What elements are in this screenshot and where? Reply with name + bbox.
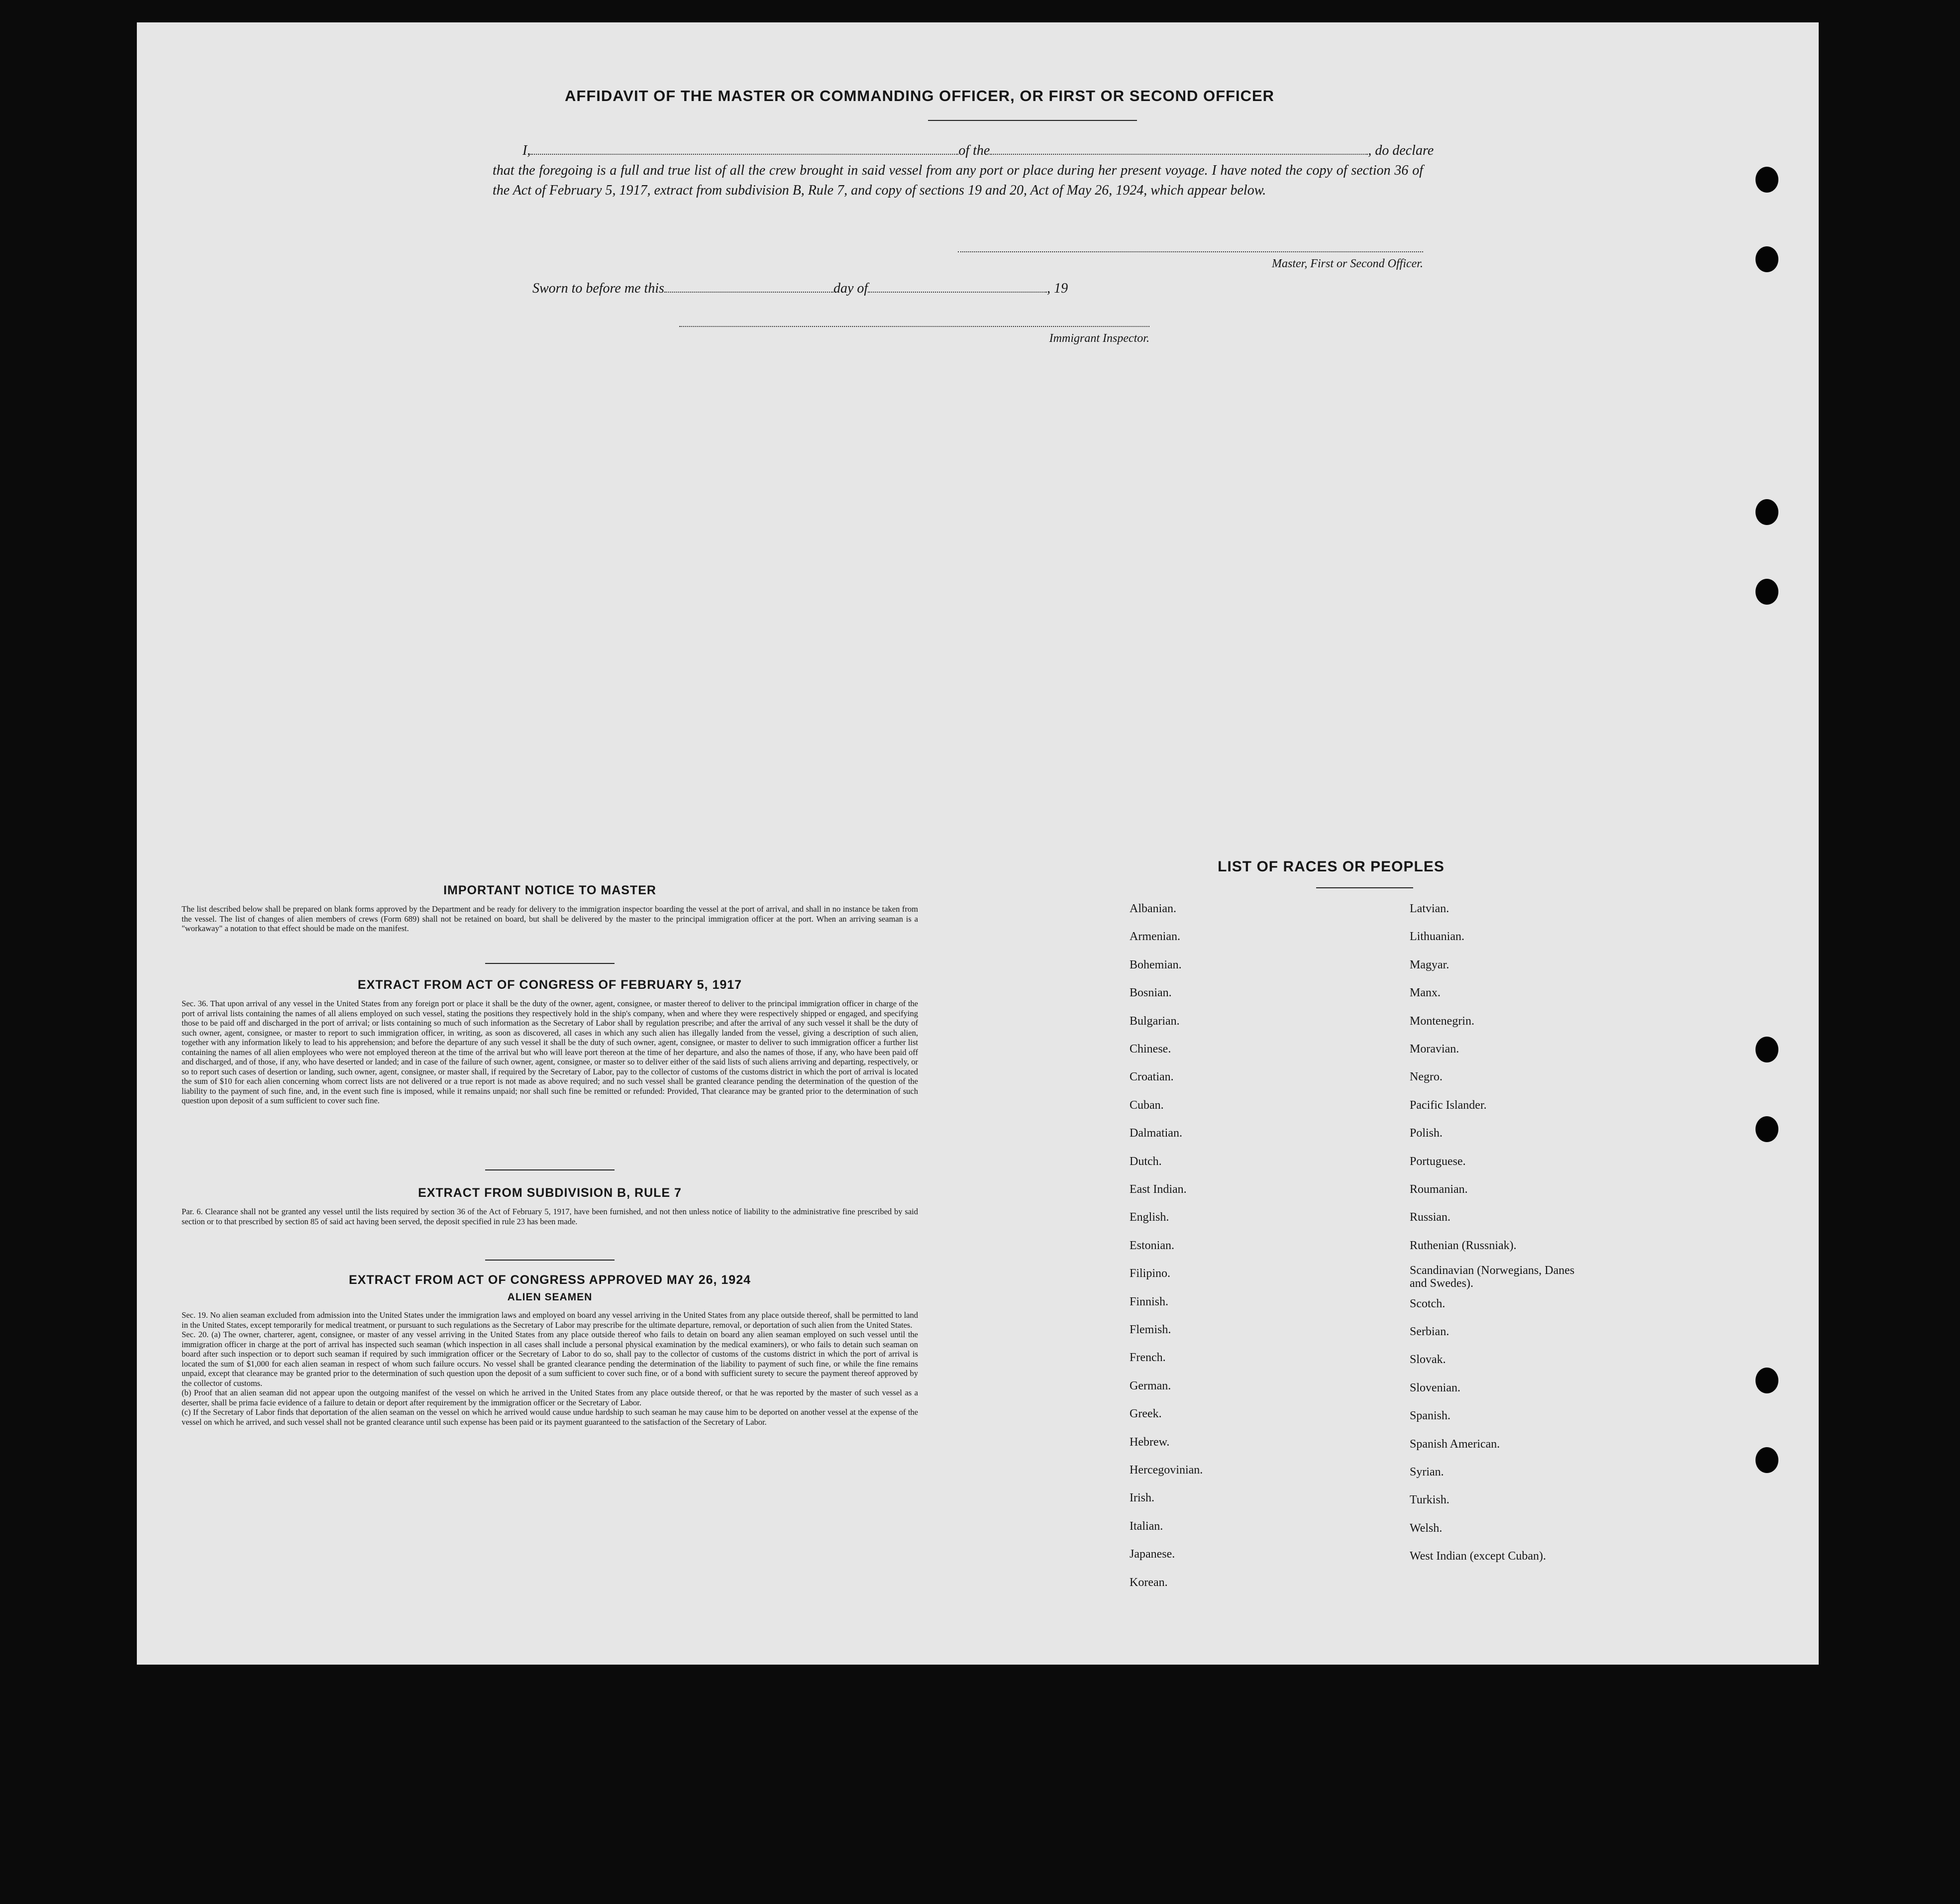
rule7-block (182, 1207, 918, 1226)
race-item: West Indian (except Cuban). (1410, 1550, 1546, 1563)
race-item: Korean. (1130, 1576, 1168, 1589)
extract-1924-title: EXTRACT FROM ACT OF CONGRESS APPROVED MAY 26, 1924 (348, 1273, 751, 1287)
divider-1 (485, 963, 615, 964)
race-item: Hercegovinian. (1130, 1464, 1203, 1477)
race-item: Turkish. (1410, 1493, 1449, 1507)
race-item: Filipino. (1130, 1267, 1171, 1280)
race-item: Manx. (1410, 986, 1441, 1000)
race-item: Armenian. (1130, 930, 1180, 944)
sec20b-text: (b) Proof that an alien seaman did not appear upon the outgoing manifest of the vessel on which he arrived in the United States from any place outside thereof, or that he was reported by the master of such vessel as a deserter, shall be prima facie evidence of a failure to detain or deport after requirement by the immigration officer or the Secretary of Labor. (182, 1388, 918, 1407)
document-page (137, 22, 1819, 1665)
race-item: Finnish. (1130, 1295, 1169, 1308)
race-item: Polish. (1410, 1127, 1443, 1140)
race-item: Syrian. (1410, 1466, 1444, 1479)
punch-hole (1755, 1447, 1778, 1473)
races-title: LIST OF RACES OR PEOPLES (1218, 858, 1444, 875)
race-item: Estonian. (1130, 1239, 1174, 1252)
sec20a-text: Sec. 20. (a) The owner, charterer, agent, consignee, or master of any vessel arriving in the United States from any place outside thereof who fails to detain on board any alien seaman employed on such vessel until the immigration officer in charge at the port of arrival has inspected such seaman (which inspection in all cases shall include a personal physical examination by the medical examiners), or who fails to detain such seaman on board after such inspection or to deport such seaman if required by such immigration officer or the Secretary of Labor to do so, shall pay to the collector of customs of the customs district in which the port of arrival is located the sum of $1,000 for each alien seaman in respect of whom such failure occurs. No vessel shall be granted clearance pending the determination of the liability to payment of such fine, or while the fine remains unpaid, except that clearance may be granted prior to the determination of such question upon the deposit of a sum sufficient to cover such fine, or of a bond with sufficient surety to secure the payment thereof approved by the collector of customs. (182, 1330, 918, 1388)
signature-line (958, 251, 1423, 252)
declaration-text: that the foregoing is a full and true list of all the crew brought in said vessel from any port or place during her present voyage. I have noted the copy of section 36 of the Act of February 5, 1917, extract from subdivision B, Rule 7, and copy of sections 19 and 20, Act of May 26, 1924, which appear below. (493, 163, 1423, 198)
divider-2 (485, 1169, 615, 1170)
extract-1917-text: Sec. 36. That upon arrival of any vessel in the United States from any foreign port or place it shall be the duty of the owner, agent, consignee, or master thereof to deliver to the principal immigration officer in charge of the port of arrival lists containing the names of all aliens employed on such vessel, stating the positions they respectively hold in the ship's company, when and where they were respectively shipped or engaged, and specifying those to be paid off and discharged in the port of arrival; or lists containing so much of such information as the Secretary of Labor shall by regulation prescribe; and after the arrival of any such vessel it shall be the duty of such owner, agent, consignee, or master to report to such immigration officer, in writing, as soon as discovered, all cases in which any such alien has illegally landed from the vessel, giving a description of such alien, together with any information likely to lead to his apprehension; and before the departure of any such vessel it shall be the duty of such owner, agent, consignee, or master to deliver to such immigration officer a further list containing the names of all alien employees who were not employed thereon at the time of the arrival but who will leave port thereon at the time of her departure, and also the names of those, if any, who have been paid off and discharged, and of those, if any, who have deserted or landed; and in case of the failure of such owner, agent, consignee, or master so to deliver either of the said lists of such aliens arriving and departing, respectively, or so to report such cases of desertion or landing, such owner, agent, consignee, or master shall, if required by the Secretary of Labor, pay to the collector of customs of the customs district in which the port of arrival is located the sum of $10 for each alien concerning whom correct lists are not delivered or a true report is not made as above required; and no such vessel shall be granted clearance pending the determination of the question of the liability to the payment of such fine, and, in the event such fine is imposed, while it remains unpaid; nor shall such fine be remitted or refunded: Provided, That clearance may be granted prior to the determination of such question upon deposit of a sum sufficient to cover such fine. (182, 999, 918, 1105)
punch-hole (1755, 246, 1778, 272)
affidavit-declaration (493, 141, 1434, 201)
race-item: Dalmatian. (1130, 1127, 1182, 1140)
race-item: Dutch. (1130, 1155, 1162, 1168)
race-item: Scotch. (1410, 1297, 1445, 1310)
race-item: Russian. (1410, 1211, 1451, 1224)
extract-1917-block (182, 999, 918, 1106)
notice-block (182, 904, 918, 934)
vessel-blank (990, 154, 1368, 155)
extract-1924-block (182, 1310, 918, 1427)
race-item: Croatian. (1130, 1070, 1174, 1084)
sworn-day-blank (664, 292, 833, 293)
sworn-day-of: day of (833, 281, 868, 296)
race-item: Japanese. (1130, 1548, 1175, 1561)
race-item: Latvian. (1410, 902, 1449, 915)
notice-title: IMPORTANT NOTICE TO MASTER (443, 883, 656, 897)
name-blank (530, 154, 958, 155)
race-item: Slovak. (1410, 1353, 1446, 1367)
race-item: Welsh. (1410, 1521, 1443, 1535)
race-item: Portuguese. (1410, 1155, 1466, 1168)
race-item: Italian. (1130, 1519, 1163, 1533)
notice-text: The list described below shall be prepared on blank forms approved by the Department and be ready for delivery to the immigration inspector boarding the vessel at the port of arrival, and shall in no instance be taken from the vessel. The list of changes of alien members of crews (Form 689) shall not be retained on board, but shall be delivered by the master to the principal immigration officer at the port. When an arriving seaman is a "workaway" a notation to that effect should be made on the manifest. (182, 904, 918, 933)
declare-suffix: , do declare (1368, 143, 1434, 158)
affidavit-title: AFFIDAVIT OF THE MASTER OR COMMANDING OFFICER, OR FIRST OR SECOND OFFICER (565, 87, 1275, 105)
punch-hole (1755, 579, 1778, 605)
race-item: Bohemian. (1130, 958, 1182, 971)
punch-hole (1755, 1368, 1778, 1393)
rule7-title: EXTRACT FROM SUBDIVISION B, RULE 7 (418, 1186, 682, 1200)
race-item: Lithuanian. (1410, 930, 1464, 944)
race-item: Ruthenian (Russniak). (1410, 1239, 1517, 1252)
sec20c-text: (c) If the Secretary of Labor finds that deportation of the alien seaman on the vessel on which he arrived would cause undue hardship to such seaman he may cause him to be deported on another vessel at the expense of the vessel on which he arrived, and such vessel shall not be granted clearance until such expense has been paid or its payment guaranteed to the satisfaction of the Secretary of Labor. (182, 1407, 918, 1427)
sworn-line (532, 279, 1068, 299)
race-item: Irish. (1130, 1491, 1154, 1505)
race-item: Spanish American. (1410, 1437, 1500, 1451)
races-underline (1316, 887, 1413, 888)
race-item: Scandinavian (Norwegians, Danes and Swedes). (1410, 1264, 1575, 1290)
punch-hole (1755, 1116, 1778, 1142)
race-item: Chinese. (1130, 1043, 1171, 1056)
sworn-month-blank (868, 292, 1047, 293)
race-item: Bulgarian. (1130, 1014, 1180, 1028)
race-item: English. (1130, 1211, 1169, 1224)
declare-of-the: of the (958, 143, 990, 158)
punch-hole (1755, 1037, 1778, 1062)
race-item: Roumanian. (1410, 1183, 1468, 1196)
extract-1917-title: EXTRACT FROM ACT OF CONGRESS OF FEBRUARY 5, 1917 (357, 978, 742, 992)
race-item: Greek. (1130, 1407, 1162, 1421)
race-item: Slovenian. (1410, 1381, 1460, 1394)
race-item: Magyar. (1410, 958, 1449, 971)
race-item: French. (1130, 1351, 1166, 1365)
rule7-text: Par. 6. Clearance shall not be granted any vessel until the lists required by section 36 of the Act of February 5, 1917, have been furnished, and not then unless notice of liability to the administrative fine prescribed by said section or to that prescribed by section 85 of said act having been served, the deposit specified in rule 23 has been made. (182, 1207, 918, 1226)
sworn-year: , 19 (1047, 281, 1068, 296)
sworn-prefix: Sworn to before me this (532, 281, 664, 296)
race-item: Serbian. (1410, 1325, 1449, 1338)
race-item: Hebrew. (1130, 1435, 1170, 1449)
race-item: Flemish. (1130, 1323, 1171, 1336)
inspector-label: Immigrant Inspector. (1049, 332, 1149, 345)
race-item: Cuban. (1130, 1098, 1164, 1112)
race-item: Moravian. (1410, 1043, 1459, 1056)
race-item: Pacific Islander. (1410, 1098, 1487, 1112)
race-item: German. (1130, 1379, 1171, 1392)
sec19-text: Sec. 19. No alien seaman excluded from admission into the United States under the immigration laws and employed on board any vessel arriving in the United States from any place outside thereof, shall be permitted to land in the United States, except temporarily for medical treatment, or pursuant to such regulations as the Secretary of Labor may prescribe for the ultimate departure, removal, or deportation of such alien from the United States. (182, 1310, 918, 1330)
extract-1924-subtitle: ALIEN SEAMEN (507, 1291, 593, 1303)
punch-hole (1755, 167, 1778, 193)
race-item: Montenegrin. (1410, 1014, 1474, 1028)
declaration-first-line (493, 141, 1434, 161)
race-item: Negro. (1410, 1070, 1443, 1084)
race-item: Albanian. (1130, 902, 1176, 915)
divider-3 (485, 1260, 615, 1261)
signature-label: Master, First or Second Officer. (1272, 257, 1423, 270)
title-underline (928, 120, 1137, 121)
declare-i: I, (522, 143, 531, 158)
race-item: Bosnian. (1130, 986, 1172, 1000)
inspector-signature-line (679, 326, 1149, 327)
race-item: East Indian. (1130, 1183, 1187, 1196)
race-item: Spanish. (1410, 1409, 1451, 1423)
punch-hole (1755, 499, 1778, 525)
